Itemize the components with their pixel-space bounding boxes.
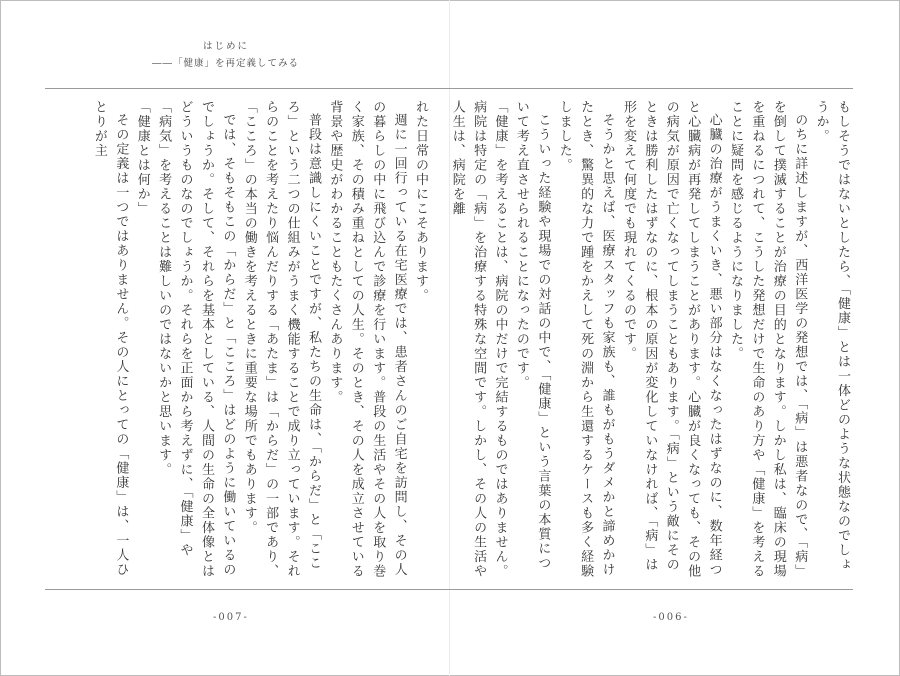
- page-number-right: -006-: [653, 612, 689, 623]
- chapter-title: はじめに: [203, 41, 250, 52]
- left-page-text: [89, 100, 432, 582]
- right-page-body: [449, 100, 853, 582]
- paragraph: こういった経験や現場での対話の中で、「健康」という言葉の本質について考え直させられることになったのです。: [513, 100, 551, 571]
- paragraph: 普段は意識しにくいことですが、私たちの生命は、「からだ」と「こころ」という二つの仕組みがうまく機能することで成り立っています。それらのことを考えたり悩んだりする「あたま」は「からだ」の一部であり、「こころ」の本当の働きを考えるときに重要な場所でもあります。: [241, 100, 321, 579]
- chapter-subtitle: ――「健康」を再定義してみる: [152, 58, 300, 69]
- paragraph: その定義は一つではありません。その人にとっての「健康」は、一人ひとりが主: [91, 100, 129, 577]
- right-page-text: [446, 100, 853, 582]
- page-number-left: -007-: [213, 612, 249, 623]
- paragraph: では、そもそもこの「からだ」と「こころ」はどのように働いているのでしょうか。そして、それらを基本としている、人間の生命の全体像とはどういうものなのでしょうか。それらを正面から考えずに、「健康」や「病気」を考えることは難しいのではないかと思います。: [156, 100, 236, 579]
- section-question: 「健康とは何か」: [134, 100, 150, 216]
- paragraph: そうかと思えば、医療スタッフも家族も、誰もがもうダメかと諦めかけたとき、驚異的な力で踵をかえして死の淵から生還するケースも多く経験しました。: [556, 100, 615, 579]
- bottom-rule: [45, 589, 853, 590]
- paragraph: 「健康」を考えることは、病院の中だけで完結するものではありません。病院は特定の「病」を治療する特殊な空間です。しかし、その人の生活や人生は、病院を離: [449, 100, 508, 579]
- top-rule: [45, 88, 853, 89]
- paragraph: 心臓の治療がうまくいき、悪い部分はなくなったはずなのに、数年経つと心臓病が再発してしまうことがあります。心臓が良くなっても、その他の病気が原因で亡くなってしまうこともあります。「病」という敵にそのときは勝利したはずなのに、根本の原因が変化していなければ、「病」は形を変えて何度でも現れてくるのです。: [620, 100, 722, 579]
- paragraph: 週に一回行っている在宅医療では、患者さんのご自宅を訪問し、その人の暮らしの中に飛び込んで診療を行います。普段の生活やその人を取り巻く家族、その積み重ねとしての人生。そのとき、その人を成立させている背景や歴史がわかることもたくさんあります。: [327, 100, 407, 579]
- paragraph: れた日常の中にこそあります。: [413, 100, 428, 303]
- paragraph: もしそうではないとしたら、「健康」とは一体どのような状態なのでしょうか。: [813, 100, 850, 572]
- paragraph: のちに詳述しますが、西洋医学の発想では、「病」は悪者なので、「病」を倒して撲滅することが治療の目的となります。しかし私は、臨床の現場を重ねるにつれて、こうした発想だけで生命のあり方や「健康」を考えることに疑問を感じるようになりました。: [727, 100, 808, 579]
- left-page-body: [66, 100, 431, 582]
